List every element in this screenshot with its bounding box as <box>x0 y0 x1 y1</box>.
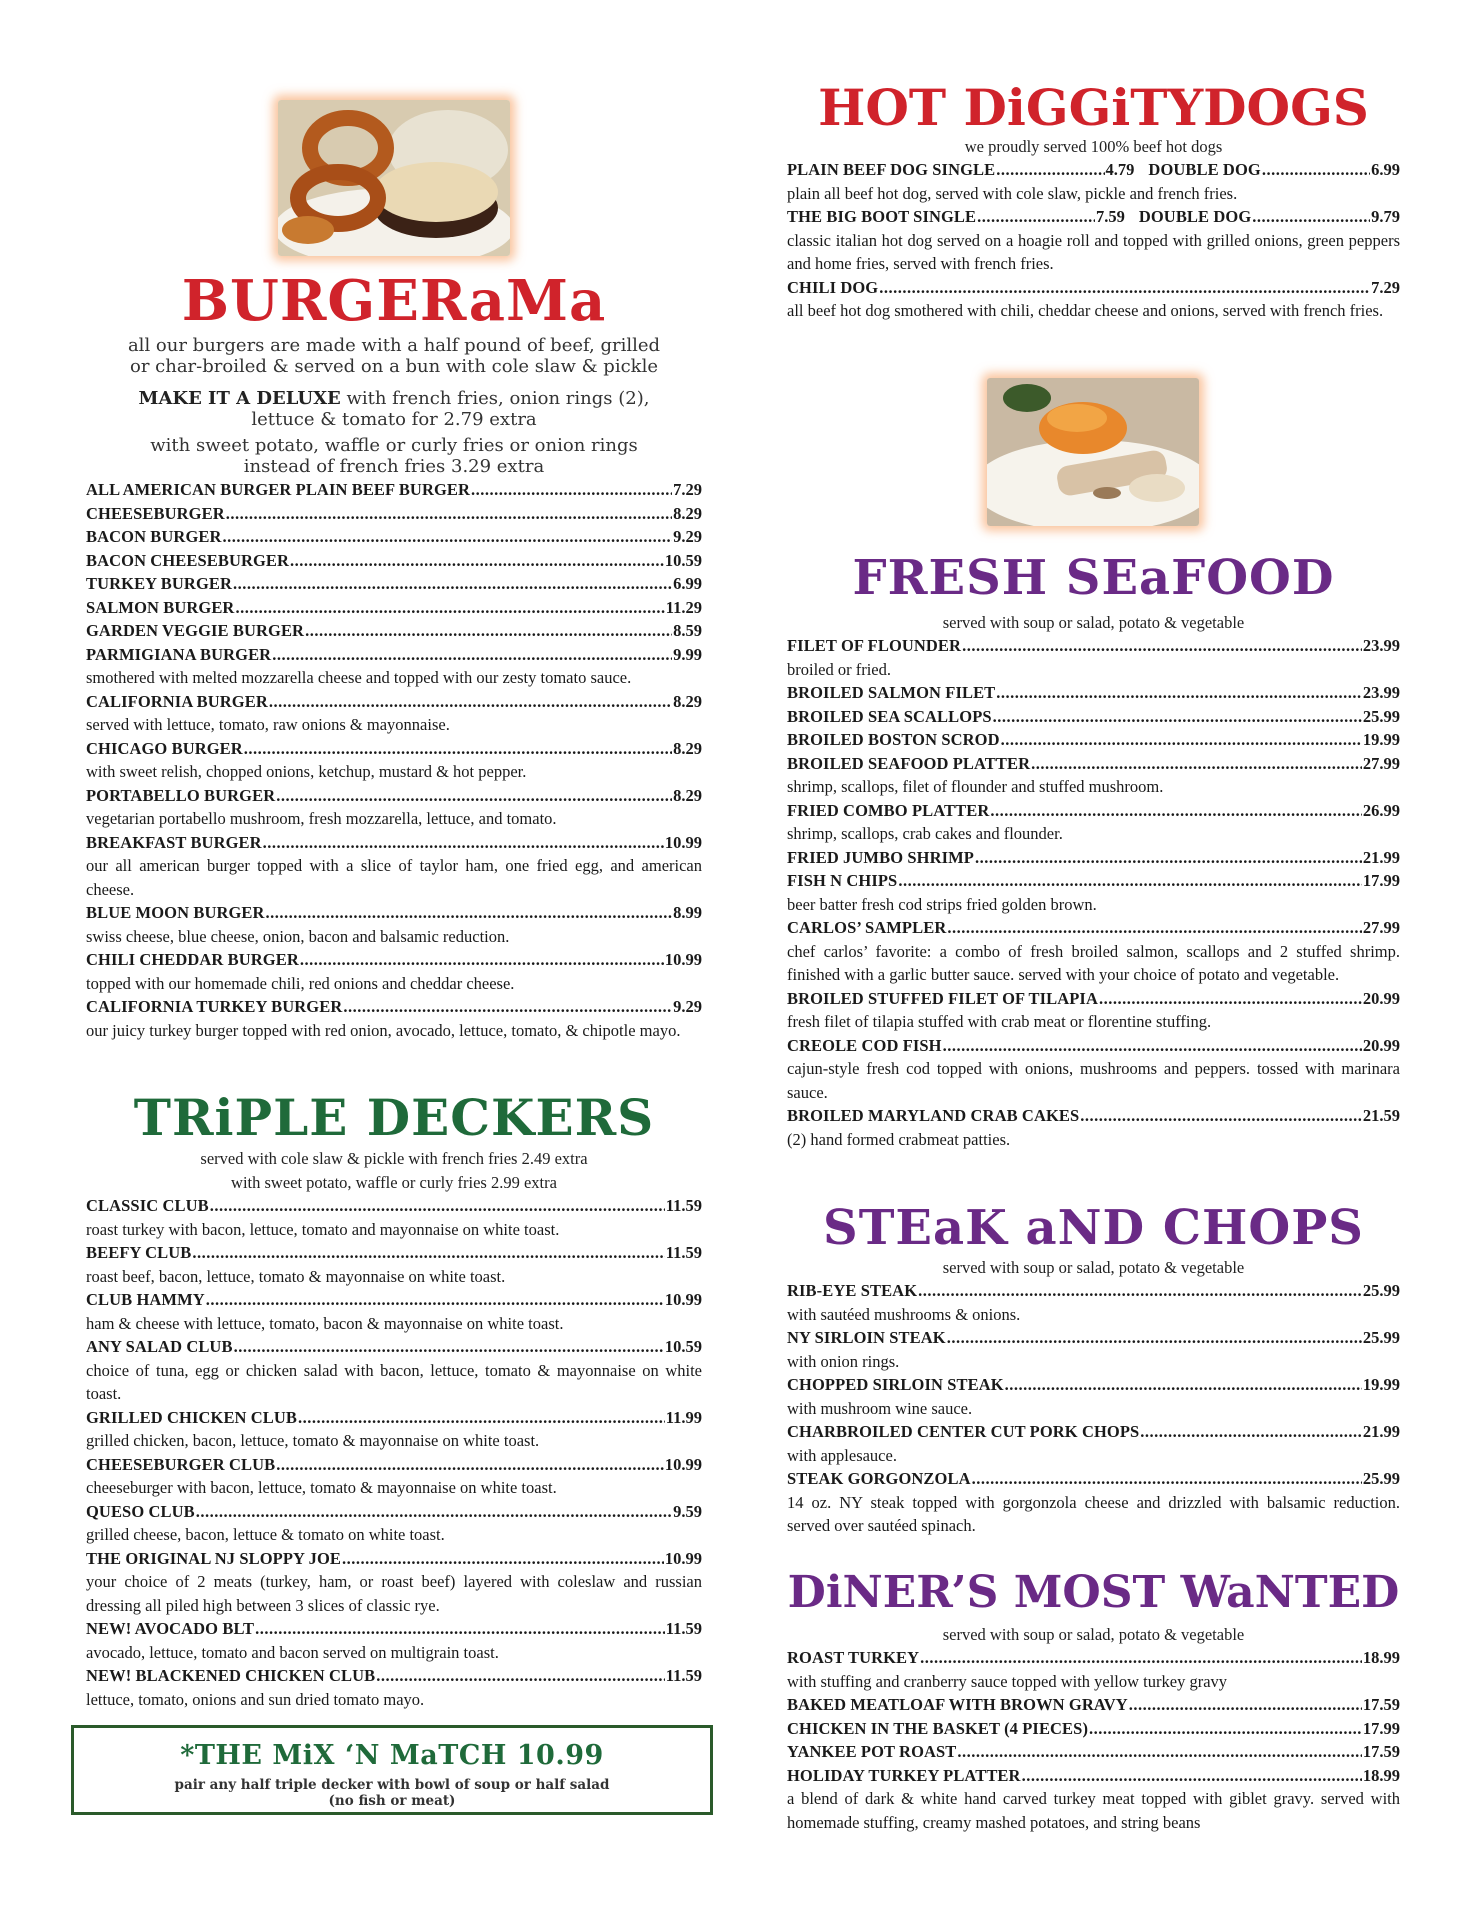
item-description: ham & cheese with lettuce, tomato, bacon & mayonnaise on white toast. <box>86 1313 564 1333</box>
dot-leader <box>300 948 664 972</box>
menu-item-row <box>86 1406 702 1430</box>
item-price: 11.59 <box>665 1619 702 1638</box>
item-price: 8.29 <box>673 691 702 711</box>
dot-leader <box>342 1547 664 1571</box>
item-name: CHEESEBURGER CLUB <box>86 1454 276 1474</box>
dot-leader <box>272 643 672 667</box>
item-description: shrimp, scallops, crab cakes and flounder. <box>787 824 1063 843</box>
menu-item-row <box>86 737 702 761</box>
diners-most-wanted-title: DiNER’S MOST WaNTED <box>787 1567 1400 1618</box>
menu-item-row <box>86 1194 702 1218</box>
item-name: QUESO CLUB <box>86 1501 195 1521</box>
item-name-2: DOUBLE DOG <box>1148 160 1261 179</box>
diner-sub: served with soup or salad, potato & vegetable <box>942 1625 1245 1644</box>
sweet-potato-note <box>86 436 702 477</box>
dot-leader <box>977 205 1095 229</box>
menu-item-row <box>86 502 702 526</box>
item-name: CHEESEBURGER <box>86 503 225 523</box>
menu-item-row <box>86 525 702 549</box>
dot-leader <box>226 502 672 526</box>
item-description: broiled or fried. <box>787 659 892 679</box>
menu-item-row <box>86 831 702 855</box>
item-name: PLAIN BEEF DOG SINGLE <box>787 160 996 179</box>
item-name: BACON CHEESEBURGER <box>86 550 290 570</box>
item-name: YANKEE POT ROAST <box>787 1742 957 1761</box>
item-price: 10.59 <box>664 1337 702 1356</box>
item-price: 8.29 <box>673 503 702 523</box>
item-price: 10.99 <box>664 1548 702 1568</box>
item-description: our all american burger topped with a slice of taylor ham, one fried egg, and american cheese. <box>86 856 702 899</box>
seafood-items <box>787 634 1400 1151</box>
item-name: BROILED SALMON FILET <box>787 683 996 702</box>
item-price: 17.59 <box>1362 1742 1400 1761</box>
item-price: 11.59 <box>665 1243 702 1262</box>
item-name: CHICKEN IN THE BASKET (4 PIECES) <box>787 1718 1089 1738</box>
item-price: 25.99 <box>1362 1469 1400 1488</box>
dot-leader <box>298 1406 665 1430</box>
item-description: with sweet relish, chopped onions, ketchup, mustard & hot pepper. <box>86 762 527 781</box>
item-price: 9.99 <box>673 644 702 664</box>
item-description: with sautéed mushrooms & onions. <box>787 1304 1021 1324</box>
item-name: BREAKFAST BURGER <box>86 832 262 852</box>
item-name: NEW! AVOCADO BLT <box>86 1619 255 1638</box>
item-price: 20.99 <box>1362 988 1400 1008</box>
item-name: ANY SALAD CLUB <box>86 1337 233 1356</box>
item-description: a blend of dark & white hand carved turkey meat topped with giblet gravy. served with homemade stuffing, creamy mashed potatoes, and string beans <box>787 1789 1400 1832</box>
item-price: 20.99 <box>1362 1035 1400 1055</box>
hot-dog-items <box>787 158 1400 323</box>
item-price: 21.99 <box>1362 847 1400 867</box>
item-price-2: 9.79 <box>1371 207 1400 226</box>
menu-item-row <box>787 1693 1400 1717</box>
menu-item-row <box>787 916 1400 940</box>
item-description: avocado, lettuce, tomato and bacon served on multigrain toast. <box>86 1642 499 1662</box>
item-price: 11.29 <box>665 597 702 617</box>
dot-leader <box>1005 1373 1362 1397</box>
diner-items <box>787 1646 1400 1834</box>
item-description: your choice of 2 meats (turkey, ham, or roast beef) layered with coleslaw and russian dressing all piled high between 3 slices of classic rye. <box>86 1572 702 1615</box>
dot-leader <box>996 681 1362 705</box>
item-description: cheeseburger with bacon, lettuce, tomato & mayonnaise on white toast. <box>86 1478 557 1497</box>
menu-item-row <box>787 869 1400 893</box>
menu-item-row <box>787 1740 1400 1764</box>
item-price: 27.99 <box>1362 918 1400 937</box>
menu-item-row <box>787 1646 1400 1670</box>
steak-items <box>787 1279 1400 1538</box>
triple-sub-1: served with cole slaw & pickle with french fries 2.49 extra <box>200 1149 588 1168</box>
seafood-title: FRESH SEaFOOD <box>852 550 1335 606</box>
item-name: CALIFORNIA BURGER <box>86 691 268 711</box>
item-price: 18.99 <box>1362 1648 1400 1667</box>
dot-leader <box>1129 1693 1362 1717</box>
item-name: NEW! BLACKENED CHICKEN CLUB <box>86 1666 376 1685</box>
menu-item-row <box>787 205 1400 229</box>
item-name: CHICAGO BURGER <box>86 738 243 758</box>
item-price: 8.29 <box>673 738 702 758</box>
dot-leader <box>276 1453 664 1477</box>
dot-leader <box>471 478 672 502</box>
dot-leader <box>943 1034 1362 1058</box>
item-price: 27.99 <box>1362 753 1400 773</box>
dot-leader <box>879 276 1370 300</box>
burger-photo <box>278 100 510 256</box>
dot-leader <box>1031 752 1362 776</box>
burgerama-intro <box>86 336 702 377</box>
item-description: shrimp, scallops, filet of flounder and stuffed mushroom. <box>787 777 1164 796</box>
dot-leader <box>898 869 1362 893</box>
menu-item-row <box>787 752 1400 776</box>
dot-leader <box>993 705 1362 729</box>
item-name: ALL AMERICAN BURGER PLAIN BEEF BURGER <box>86 480 471 499</box>
item-name: RIB-EYE STEAK <box>787 1281 918 1300</box>
burgerama-title: BURGERaMa <box>181 268 607 334</box>
menu-item-row <box>787 1717 1400 1741</box>
dot-leader <box>266 901 673 925</box>
steak-title: STEaK aND CHOPS <box>823 1200 1364 1256</box>
item-name: BAKED MEATLOAF WITH BROWN GRAVY <box>787 1695 1128 1714</box>
item-price: 11.59 <box>665 1196 702 1215</box>
item-price: 26.99 <box>1362 800 1400 820</box>
item-price: 19.99 <box>1362 730 1400 749</box>
dot-leader <box>244 737 672 761</box>
item-description: with applesauce. <box>787 1445 897 1465</box>
intro-line-2: or char-broiled & served on a bun with cole slaw & pickle <box>129 355 658 377</box>
deluxe-text: with french fries, onion rings (2), <box>340 388 650 409</box>
dot-leader <box>192 1241 664 1265</box>
item-description: fresh filet of tilapia stuffed with crab meat or florentine stuffing. <box>787 1012 1212 1031</box>
item-name: CLUB HAMMY <box>86 1290 205 1309</box>
dot-leader <box>196 1500 672 1524</box>
menu-item-row <box>787 1420 1400 1444</box>
menu-item-row <box>86 619 702 643</box>
mix-text-2: (no fish or meat) <box>328 1793 456 1809</box>
item-name: FILET OF FLOUNDER <box>787 636 962 655</box>
item-price: 11.59 <box>665 1666 702 1685</box>
dot-leader <box>263 831 664 855</box>
dot-leader <box>1089 1717 1362 1741</box>
dot-leader <box>234 1335 664 1359</box>
item-price: 17.59 <box>1362 1695 1400 1714</box>
triple-deckers-sub <box>86 1147 702 1194</box>
deluxe-bold: MAKE IT A DELUXE <box>138 388 341 409</box>
item-name: CHILI DOG <box>787 277 879 297</box>
deluxe-note <box>86 389 702 430</box>
menu-item-row <box>86 1241 702 1265</box>
menu-item-row <box>86 1500 702 1524</box>
item-name: THE ORIGINAL NJ SLOPPY JOE <box>86 1548 342 1568</box>
item-price: 17.99 <box>1362 871 1400 890</box>
menu-item-row <box>787 1326 1400 1350</box>
item-name: CHOPPED SIRLOIN STEAK <box>787 1375 1004 1394</box>
item-price: 10.59 <box>664 550 702 570</box>
dot-leader <box>957 1740 1361 1764</box>
menu-item-row <box>787 1373 1400 1397</box>
menu-item-row <box>86 995 702 1019</box>
item-price: 7.29 <box>673 480 702 499</box>
item-price: 25.99 <box>1362 1328 1400 1347</box>
item-name: PORTABELLO BURGER <box>86 785 276 805</box>
item-price: 21.59 <box>1362 1106 1400 1125</box>
item-name: CHILI CHEDDAR BURGER <box>86 950 299 969</box>
dot-leader <box>1252 205 1370 229</box>
item-price: 18.99 <box>1362 1765 1400 1785</box>
dot-leader <box>1140 1420 1362 1444</box>
item-name: BROILED MARYLAND CRAB CAKES <box>787 1106 1080 1125</box>
item-description: with onion rings. <box>787 1351 900 1371</box>
item-price: 9.29 <box>673 527 702 546</box>
item-description: served with lettuce, tomato, raw onions & mayonnaise. <box>86 715 450 734</box>
item-description: 14 oz. NY steak topped with gorgonzola cheese and drizzled with balsamic reduction. served over sautéed spinach. <box>787 1492 1400 1535</box>
dot-leader <box>947 916 1362 940</box>
sweet-line-1: with sweet potato, waffle or curly fries or onion rings <box>150 435 638 456</box>
item-description: grilled chicken, bacon, lettuce, tomato & mayonnaise on white toast. <box>86 1431 540 1450</box>
triple-deckers-title: TRiPLE DECKERS <box>133 1088 655 1147</box>
item-name: PARMIGIANA BURGER <box>86 644 272 664</box>
menu-item-row <box>787 728 1400 752</box>
item-description: choice of tuna, egg or chicken salad with bacon, lettuce, tomato & mayonnaise on white toast. <box>86 1360 702 1403</box>
menu-item-row <box>86 901 702 925</box>
menu-item-row <box>86 690 702 714</box>
menu-item-row <box>787 276 1400 300</box>
menu-item-row <box>86 572 702 596</box>
item-price: 25.99 <box>1362 1281 1400 1300</box>
item-name: GRILLED CHICKEN CLUB <box>86 1407 298 1427</box>
hot-dogs-sub: we proudly served 100% beef hot dogs <box>964 137 1223 156</box>
menu-item-row <box>86 549 702 573</box>
menu-item-row <box>86 1335 702 1359</box>
item-name: SALMON BURGER <box>86 597 235 617</box>
menu-item-row <box>86 1547 702 1571</box>
dot-leader <box>975 846 1362 870</box>
triple-sub-2: with sweet potato, waffle or curly fries 2.99 extra <box>231 1172 557 1192</box>
menu-item-row <box>787 705 1400 729</box>
item-name: FRIED JUMBO SHRIMP <box>787 847 974 867</box>
item-name: BLUE MOON BURGER <box>86 903 265 922</box>
item-name: CHARBROILED CENTER CUT PORK CHOPS <box>787 1422 1140 1441</box>
item-price: 17.99 <box>1362 1718 1400 1738</box>
menu-item-row <box>86 948 702 972</box>
item-name: CREOLE COD FISH <box>787 1035 942 1055</box>
mix-n-match-box <box>71 1725 713 1815</box>
item-name-2: DOUBLE DOG <box>1138 207 1252 226</box>
item-name: STEAK GORGONZOLA <box>787 1469 971 1488</box>
item-name: TURKEY BURGER <box>86 574 232 593</box>
item-description: roast turkey with bacon, lettuce, tomato and mayonnaise on white toast. <box>86 1219 560 1239</box>
item-name: BACON BURGER <box>86 527 222 546</box>
dot-leader <box>918 1279 1362 1303</box>
item-name: CLASSIC CLUB <box>86 1196 209 1215</box>
dot-leader <box>305 619 672 643</box>
dot-leader <box>1001 728 1362 752</box>
menu-item-row <box>86 596 702 620</box>
seafood-sub: served with soup or salad, potato & vegetable <box>942 613 1245 632</box>
menu-item-row <box>787 634 1400 658</box>
item-price: 6.99 <box>673 574 702 593</box>
item-description: classic italian hot dog served on a hoagie roll and topped with grilled onions, green peppers and home fries, served with french fries. <box>787 230 1400 273</box>
menu-item-row <box>86 1664 702 1688</box>
dot-leader <box>206 1288 664 1312</box>
item-price: 11.99 <box>665 1407 702 1427</box>
menu-item-row <box>787 1764 1400 1788</box>
item-name: FRIED COMBO PLATTER <box>787 800 990 820</box>
burger-items <box>86 478 702 1042</box>
item-price: 7.59 <box>1095 207 1125 226</box>
menu-item-row <box>86 784 702 808</box>
dot-leader <box>269 690 672 714</box>
dot-leader <box>947 1326 1362 1350</box>
dot-leader <box>990 799 1362 823</box>
dot-leader <box>1022 1764 1362 1788</box>
dot-leader <box>290 549 664 573</box>
dot-leader <box>972 1467 1362 1491</box>
dot-leader <box>235 596 664 620</box>
triple-decker-items <box>86 1194 702 1711</box>
item-price: 8.29 <box>673 785 702 805</box>
menu-item-row <box>787 987 1400 1011</box>
item-price: 10.99 <box>664 950 702 969</box>
item-price: 9.29 <box>673 997 702 1016</box>
item-price: 19.99 <box>1362 1375 1400 1394</box>
item-price: 10.99 <box>664 1290 702 1309</box>
dot-leader <box>210 1194 665 1218</box>
item-price: 7.29 <box>1371 277 1400 297</box>
deluxe-line-1 <box>86 389 702 410</box>
dot-leader <box>276 784 672 808</box>
seafood-photo <box>987 378 1199 526</box>
item-price: 4.79 <box>1105 160 1135 179</box>
item-name: FISH N CHIPS <box>787 871 898 890</box>
menu-item-row <box>787 846 1400 870</box>
item-description: with mushroom wine sauce. <box>787 1398 973 1418</box>
menu-item-row <box>86 1617 702 1641</box>
menu-item-row <box>86 1288 702 1312</box>
dot-leader <box>996 158 1104 182</box>
menu-item-row <box>787 1104 1400 1128</box>
menu-item-row <box>86 1453 702 1477</box>
item-description: all beef hot dog smothered with chili, cheddar cheese and onions, served with french fries. <box>787 301 1384 320</box>
menu-item-row <box>787 1279 1400 1303</box>
item-name: CALIFORNIA TURKEY BURGER <box>86 997 343 1016</box>
item-description: smothered with melted mozzarella cheese and topped with our zesty tomato sauce. <box>86 668 632 687</box>
item-price: 10.99 <box>664 832 702 852</box>
item-price: 21.99 <box>1362 1422 1400 1441</box>
item-price: 9.59 <box>673 1501 702 1521</box>
mix-n-match-text <box>74 1777 710 1809</box>
item-price: 8.59 <box>673 621 702 640</box>
item-description: with stuffing and cranberry sauce topped with yellow turkey gravy <box>787 1671 1228 1691</box>
item-description: beer batter fresh cod strips fried golden brown. <box>787 894 1097 914</box>
dot-leader <box>376 1664 665 1688</box>
item-name: HOLIDAY TURKEY PLATTER <box>787 1765 1021 1785</box>
dot-leader <box>962 634 1362 658</box>
item-description: plain all beef hot dog, served with cole slaw, pickle and french fries. <box>787 183 1238 203</box>
dot-leader <box>255 1617 665 1641</box>
dot-leader <box>1080 1104 1362 1128</box>
deluxe-line-2: lettuce & tomato for 2.79 extra <box>251 408 537 430</box>
item-name: BROILED BOSTON SCROD <box>787 730 1000 749</box>
item-description: swiss cheese, blue cheese, onion, bacon and balsamic reduction. <box>86 926 510 946</box>
item-description: lettuce, tomato, onions and sun dried tomato mayo. <box>86 1689 425 1709</box>
dot-leader <box>223 525 673 549</box>
item-price: 23.99 <box>1362 636 1400 655</box>
item-description: grilled cheese, bacon, lettuce & tomato on white toast. <box>86 1525 445 1544</box>
item-description: roast beef, bacon, lettuce, tomato & mayonnaise on white toast. <box>86 1266 506 1286</box>
steak-sub: served with soup or salad, potato & vegetable <box>942 1258 1245 1277</box>
dot-leader <box>1099 987 1362 1011</box>
hot-dogs-title: HOT DiGGiTYDOGS <box>818 78 1369 137</box>
item-description: cajun-style fresh cod topped with onions, mushrooms and peppers. tossed with marinara sauce. <box>787 1059 1400 1102</box>
dot-leader <box>343 995 672 1019</box>
menu-item-row <box>787 681 1400 705</box>
item-name: GARDEN VEGGIE BURGER <box>86 621 305 640</box>
item-price: 8.99 <box>673 903 702 922</box>
dot-leader <box>1262 158 1370 182</box>
item-description: our juicy turkey burger topped with red onion, avocado, lettuce, tomato, & chipotle mayo. <box>86 1020 681 1040</box>
item-name: BEEFY CLUB <box>86 1243 192 1262</box>
item-name: BROILED SEAFOOD PLATTER <box>787 753 1031 773</box>
item-description: (2) hand formed crabmeat patties. <box>787 1129 1011 1149</box>
item-name: CARLOS’ SAMPLER <box>787 918 947 937</box>
menu-item-row <box>787 158 1400 182</box>
mix-text-1: pair any half triple decker with bowl of soup or half salad <box>174 1777 610 1793</box>
dot-leader <box>920 1646 1362 1670</box>
item-name: BROILED STUFFED FILET OF TILAPIA <box>787 988 1098 1008</box>
menu-item-row <box>86 643 702 667</box>
item-price: 23.99 <box>1362 683 1400 702</box>
item-name: THE BIG BOOT SINGLE <box>787 207 977 226</box>
menu-item-row <box>787 799 1400 823</box>
intro-line-1: all our burgers are made with a half pound of beef, grilled <box>127 335 661 356</box>
item-price: 10.99 <box>664 1454 702 1474</box>
item-name: NY SIRLOIN STEAK <box>787 1328 946 1347</box>
menu-item-row <box>86 478 702 502</box>
item-price-2: 6.99 <box>1371 160 1400 179</box>
item-description: topped with our homemade chili, red onions and cheddar cheese. <box>86 973 515 993</box>
sweet-line-2: instead of french fries 3.29 extra <box>243 455 545 477</box>
item-name: BROILED SEA SCALLOPS <box>787 706 992 726</box>
item-price: 25.99 <box>1362 706 1400 726</box>
menu-item-row <box>787 1467 1400 1491</box>
item-description: vegetarian portabello mushroom, fresh mozzarella, lettuce, and tomato. <box>86 809 557 828</box>
item-name: ROAST TURKEY <box>787 1648 920 1667</box>
mix-n-match-title: *THE MiX ‘N MaTCH 10.99 <box>180 1740 604 1771</box>
menu-item-row <box>787 1034 1400 1058</box>
item-description: chef carlos’ favorite: a combo of fresh broiled salmon, scallops and 2 stuffed shrimp. finished with a garlic butter sauce. served with your choice of potato and vegetable. <box>787 941 1400 984</box>
dot-leader <box>233 572 672 596</box>
